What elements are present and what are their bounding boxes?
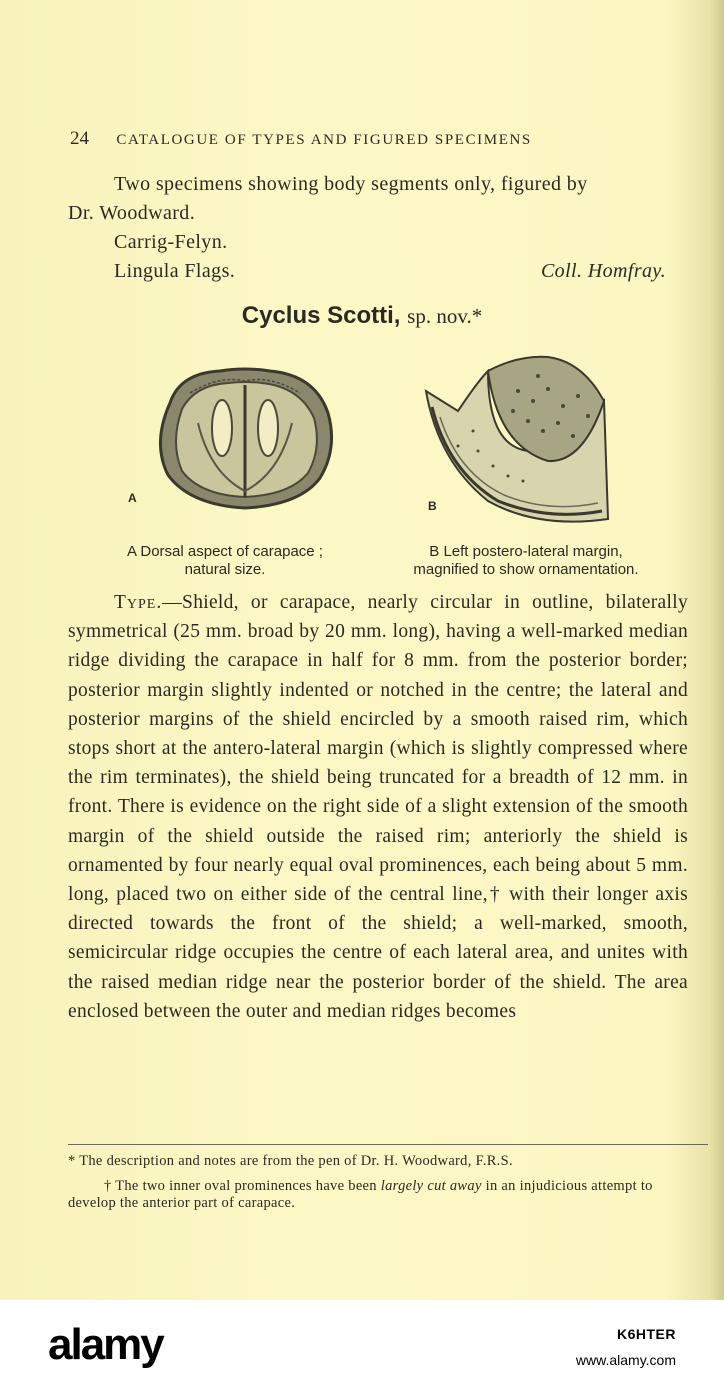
- caption-a: [90, 543, 360, 579]
- footnote-2-pre: † The two inner oval prominences have been: [104, 1178, 377, 1194]
- collection-text: Coll. Homfray.: [540, 260, 666, 282]
- intro-line-1: Two specimens showing body segments only, figured by: [114, 173, 588, 195]
- page-number: 24: [70, 128, 89, 149]
- footnote-2-italic: largely cut away: [380, 1178, 482, 1194]
- formation-text: Lingula Flags.: [114, 260, 236, 282]
- footnote-rule: [68, 1144, 708, 1145]
- caption-b-line-1: B Left postero-lateral margin,: [429, 543, 623, 560]
- type-description: [68, 588, 688, 1026]
- caption-b: [378, 543, 674, 579]
- figure-plate: [100, 345, 680, 535]
- figure-b-margin: [418, 351, 618, 531]
- locality-text: Carrig-Felyn.: [114, 231, 228, 253]
- watermark-bar: [0, 1300, 724, 1390]
- type-lead: Type.: [114, 592, 163, 613]
- caption-a-line-2: natural size.: [184, 561, 266, 578]
- caption-a-line-1: A Dorsal aspect of carapace ;: [127, 543, 323, 560]
- figure-b-label: B: [428, 499, 437, 513]
- caption-b-line-2: magnified to show ornamentation.: [413, 561, 639, 578]
- species-suffix: sp. nov.*: [407, 304, 483, 328]
- intro-line-2: Dr. Woodward.: [68, 202, 196, 224]
- footnote-2-post: in an injudicious attempt to develop the anterior part of carapace.: [68, 1178, 653, 1211]
- running-title: CATALOGUE OF TYPES AND FIGURED SPECIMENS: [116, 132, 532, 148]
- type-text: —Shield, or carapace, nearly circular in outline, bilaterally symmetrical (25 mm. broad by 20 mm. long), having a well-marked median ridge dividing the carapace in half for 8 mm. from the posterior border; posterior margin slightly indented or notched in the centre; the lateral and posterior margins of the shield encircled by a smooth raised rim, which stops short at the antero-lateral margin (which is slightly compressed where the rim terminates), the shield being truncated for a breadth of 12 mm. in front. There is evidence on the right side of a slight extension of the smooth margin of the shield outside the raised rim; anteriorly the shield is ornamented by four nearly equal oval prominences, each being about 5 mm. long, placed two on either side of the central line,† with their longer axis directed towards the front of the shield; a well-marked, smooth, semicircular ridge occupies the centre of each lateral area, and unites with the raised median ridge near the posterior border of the shield. The area enclosed between the outer and median ridges becomes: [68, 592, 688, 1022]
- watermark-image-id: K6HTER: [616, 1326, 676, 1342]
- running-header: [70, 128, 710, 150]
- watermark-url: www.alamy.com: [575, 1352, 676, 1368]
- figure-a-label: A: [128, 491, 137, 505]
- intro-paragraph: [68, 170, 686, 228]
- figure-a-carapace: [150, 363, 340, 513]
- species-name: Cyclus Scotti,: [241, 302, 401, 329]
- watermark-logo: alamy: [48, 1320, 163, 1369]
- footnote-1: * The description and notes are from the pen of Dr. H. Woodward, F.R.S.: [68, 1153, 513, 1169]
- footnote-2: [68, 1178, 688, 1212]
- species-heading: [0, 302, 724, 330]
